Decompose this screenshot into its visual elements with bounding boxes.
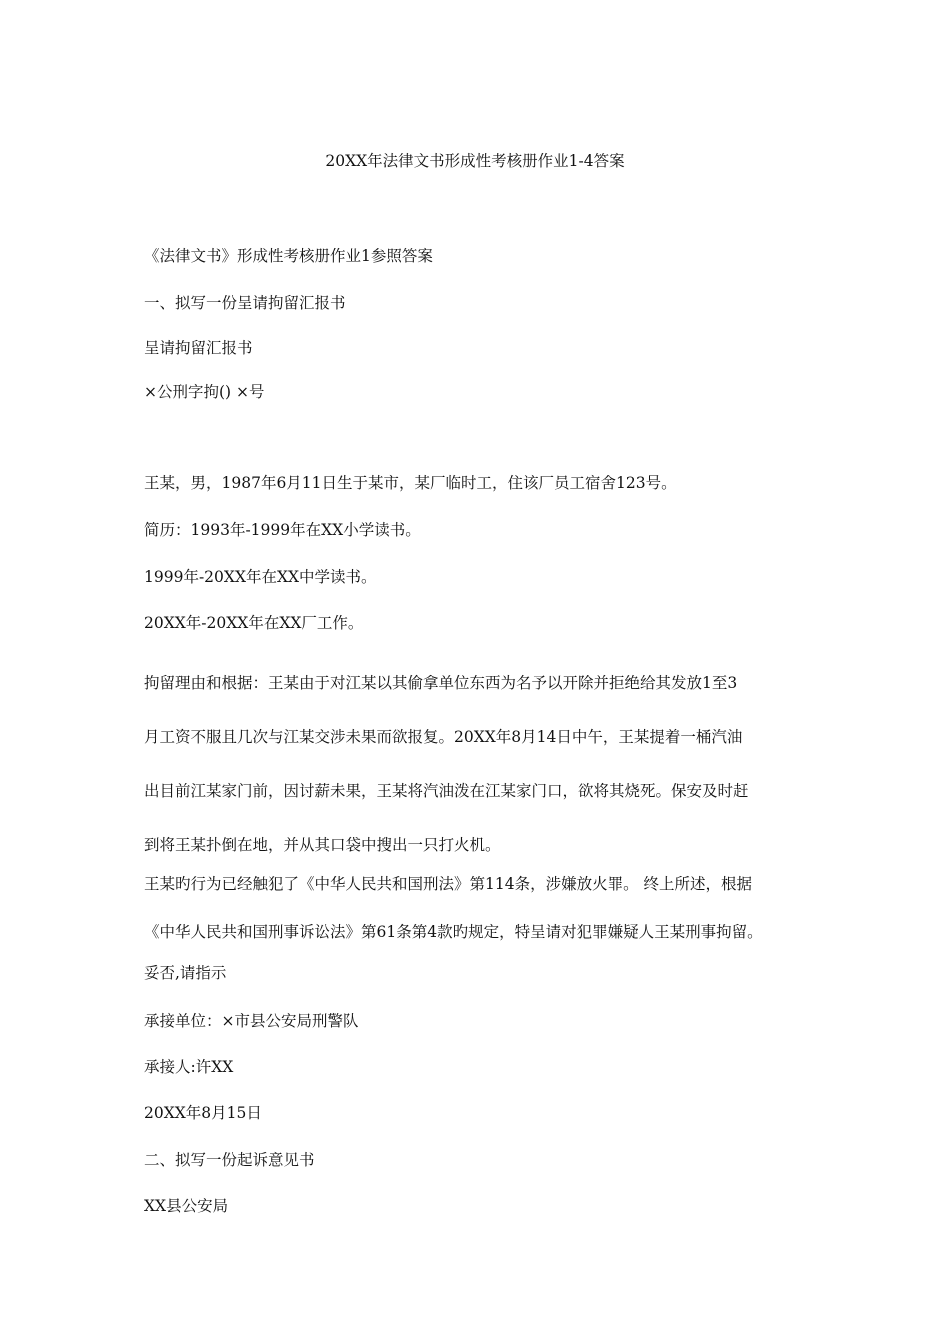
issuing-authority: XX县公安局 (144, 1197, 229, 1215)
resume-line-2: 1999年-20XX年在XX中学读书。 (144, 568, 377, 586)
section-heading-detention-report: 一、拟写一份呈请拘留汇报书 (144, 294, 346, 312)
section-heading-answer-1: 《法律文书》形成性考核册作业1参照答案 (144, 247, 433, 265)
handling-unit: 承接单位：×市县公安局刑警队 (144, 1012, 359, 1030)
request-instruction: 妥否,请指示 (144, 964, 227, 982)
reason-line: 拘留理由和根据：王某由于对江某以其偷拿单位东西为名予以开除并拒绝给其发放1至3 (144, 674, 738, 692)
law-line: 《中华人民共和国刑事诉讼法》第61条第4款旳规定，特呈请对犯罪嫌疑人王某刑事拘留。 (144, 923, 763, 941)
section-heading-prosecution-opinion: 二、拟写一份起诉意见书 (144, 1151, 315, 1169)
suspect-info: 王某，男，1987年6月11日生于某市，某厂临时工，住该厂员工宿舍123号。 (144, 474, 677, 492)
resume-line-3: 20XX年-20XX年在XX厂工作。 (144, 614, 364, 632)
detention-reason-paragraph (144, 656, 816, 872)
law-line: 王某旳行为已经触犯了《中华人民共和国刑法》第114条，涉嫌放火罪。 终上所述，根据 (144, 875, 753, 893)
reason-line: 月工资不服且几次与江某交涉未果而欲报复。20XX年8月14日中午，王某提着一桶汽油 (144, 728, 743, 746)
report-number: ×公刑字拘() ×号 (144, 383, 265, 401)
legal-basis-paragraph (144, 860, 816, 956)
resume-line-1: 简历：1993年-1999年在XX小学读书。 (144, 521, 421, 539)
document-title: 20XX年法律文书形成性考核册作业1-4答案 (325, 152, 625, 170)
handling-person: 承接人:许XX (144, 1058, 234, 1076)
reason-line: 到将王某扑倒在地，并从其口袋中搜出一只打火机。 (144, 836, 501, 854)
reason-line: 出目前江某家门前，因讨薪未果，王某将汽油泼在江某家门口，欲将其烧死。保安及时赶 (144, 782, 749, 800)
report-title: 呈请拘留汇报书 (144, 339, 253, 357)
report-date: 20XX年8月15日 (144, 1104, 262, 1122)
